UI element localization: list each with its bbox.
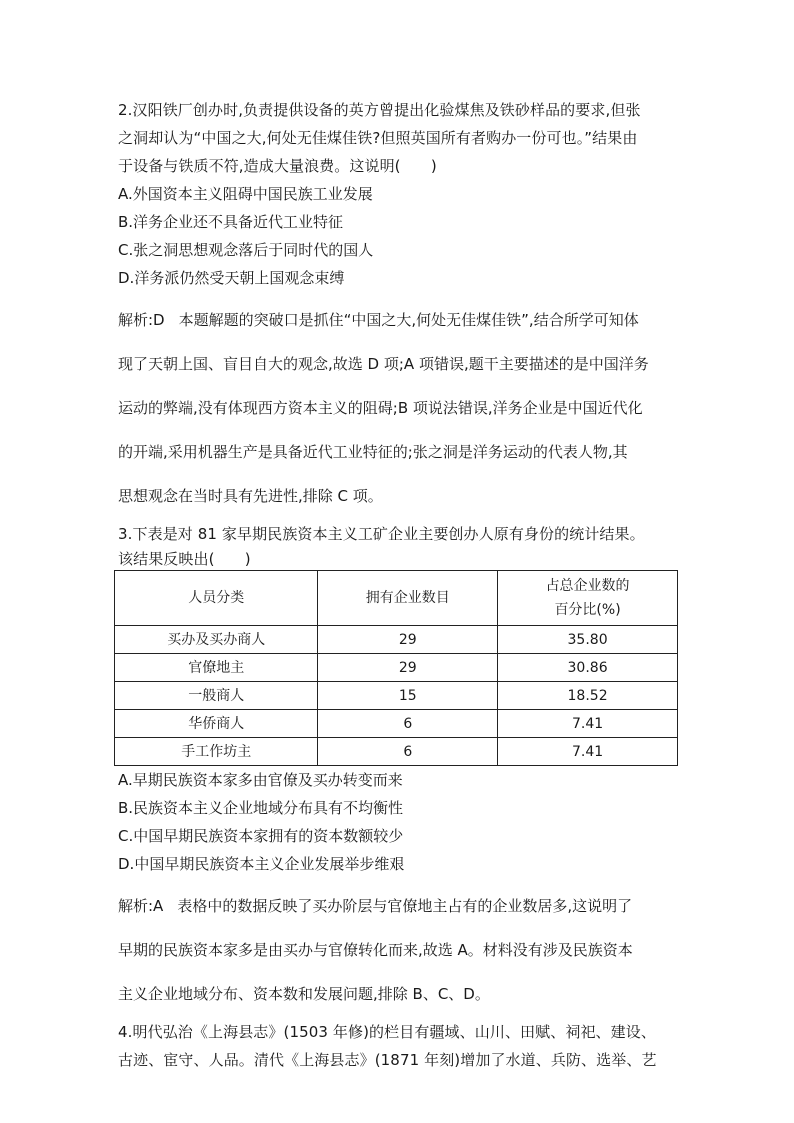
table-row [115, 710, 678, 738]
analysis-line: 本题解题的突破口是抓住“中国之大,何处无佳煤佳铁”,结合所学可知体 [178, 311, 639, 329]
table-header-cell: 拥有企业数目 [318, 571, 498, 626]
question-3-option-d: D.中国早期民族资本主义企业发展举步维艰 [118, 855, 405, 873]
table-cell: 29 [318, 654, 498, 682]
statistics-table [114, 570, 678, 766]
question-2-stem-line: 之洞却认为“中国之大,何处无佳煤佳铁?但照英国所有者购办一份可也。”结果由 [118, 129, 638, 147]
table-cell: 30.86 [498, 654, 678, 682]
table-row [115, 682, 678, 710]
question-3-stem-line: 该结果反映出( ) [118, 550, 251, 568]
question-4 [118, 1018, 682, 1074]
analysis-line: 主义企业地域分布、资本数和发展问题,排除 B、C、D。 [118, 985, 490, 1003]
question-2 [118, 96, 682, 518]
table-cell: 6 [318, 710, 498, 738]
question-2-option-c: C.张之洞思想观念落后于同时代的国人 [118, 241, 374, 259]
table-header-cell [498, 571, 678, 626]
table-cell: 华侨商人 [115, 710, 318, 738]
table-header-cell: 人员分类 [115, 571, 318, 626]
analysis-line: 思想观念在当时具有先进性,排除 C 项。 [118, 487, 383, 505]
analysis-line: 表格中的数据反映了买办阶层与官僚地主占有的企业数居多,这说明了 [177, 897, 633, 915]
table-row [115, 626, 678, 654]
table-cell: 官僚地主 [115, 654, 318, 682]
analysis-line: 的开端,采用机器生产是具备近代工业特征的;张之洞是洋务运动的代表人物,其 [118, 443, 628, 461]
question-4-stem-line: 4.明代弘治《上海县志》(1503 年修)的栏目有疆域、山川、田赋、祠祀、建设、 [118, 1023, 656, 1041]
table-header-line: 百分比(%) [554, 602, 621, 618]
table-cell: 18.52 [498, 682, 678, 710]
question-2-option-b: B.洋务企业还不具备近代工业特征 [118, 213, 344, 231]
table-cell: 手工作坊主 [115, 738, 318, 766]
table-header-line: 占总企业数的 [545, 578, 630, 594]
table-cell: 35.80 [498, 626, 678, 654]
question-2-option-a: A.外国资本主义阻碍中国民族工业发展 [118, 185, 373, 203]
table-cell: 买办及买办商人 [115, 626, 318, 654]
document-page [118, 96, 682, 1074]
table-cell: 一般商人 [115, 682, 318, 710]
analysis-line: 早期的民族资本家多是由买办与官僚转化而来,故选 A。材料没有涉及民族资本 [118, 941, 633, 959]
question-2-stem-line: 2.汉阳铁厂创办时,负责提供设备的英方曾提出化验煤焦及铁砂样品的要求,但张 [118, 101, 641, 119]
question-2-analysis [118, 298, 682, 518]
analysis-label: 解析:D [118, 311, 165, 329]
table-header-row [115, 571, 678, 626]
question-4-stem-line: 古迹、宦守、人品。清代《上海县志》(1871 年刻)增加了水道、兵防、选举、艺 [118, 1051, 657, 1069]
question-3-analysis [118, 884, 682, 1016]
question-3-option-c: C.中国早期民族资本家拥有的资本数额较少 [118, 827, 404, 845]
analysis-line: 运动的弊端,没有体现西方资本主义的阻碍;B 项说法错误,洋务企业是中国近代化 [118, 399, 643, 417]
question-3-stem-line: 3.下表是对 81 家早期民族资本主义工矿企业主要创办人原有身份的统计结果。 [118, 525, 645, 543]
question-3-option-a: A.早期民族资本家多由官僚及买办转变而来 [118, 771, 403, 789]
table-cell: 29 [318, 626, 498, 654]
table-row [115, 738, 678, 766]
table-cell: 6 [318, 738, 498, 766]
analysis-label: 解析:A [118, 897, 164, 915]
question-2-option-d: D.洋务派仍然受天朝上国观念束缚 [118, 269, 345, 287]
table-row [115, 654, 678, 682]
table-cell: 7.41 [498, 710, 678, 738]
question-2-stem-line: 于设备与铁质不符,造成大量浪费。这说明( ) [118, 157, 437, 175]
analysis-line: 现了天朝上国、盲目自大的观念,故选 D 项;A 项错误,题干主要描述的是中国洋务 [118, 355, 649, 373]
question-3-option-b: B.民族资本主义企业地域分布具有不均衡性 [118, 799, 404, 817]
question-3 [118, 520, 682, 1016]
table-cell: 7.41 [498, 738, 678, 766]
table-cell: 15 [318, 682, 498, 710]
